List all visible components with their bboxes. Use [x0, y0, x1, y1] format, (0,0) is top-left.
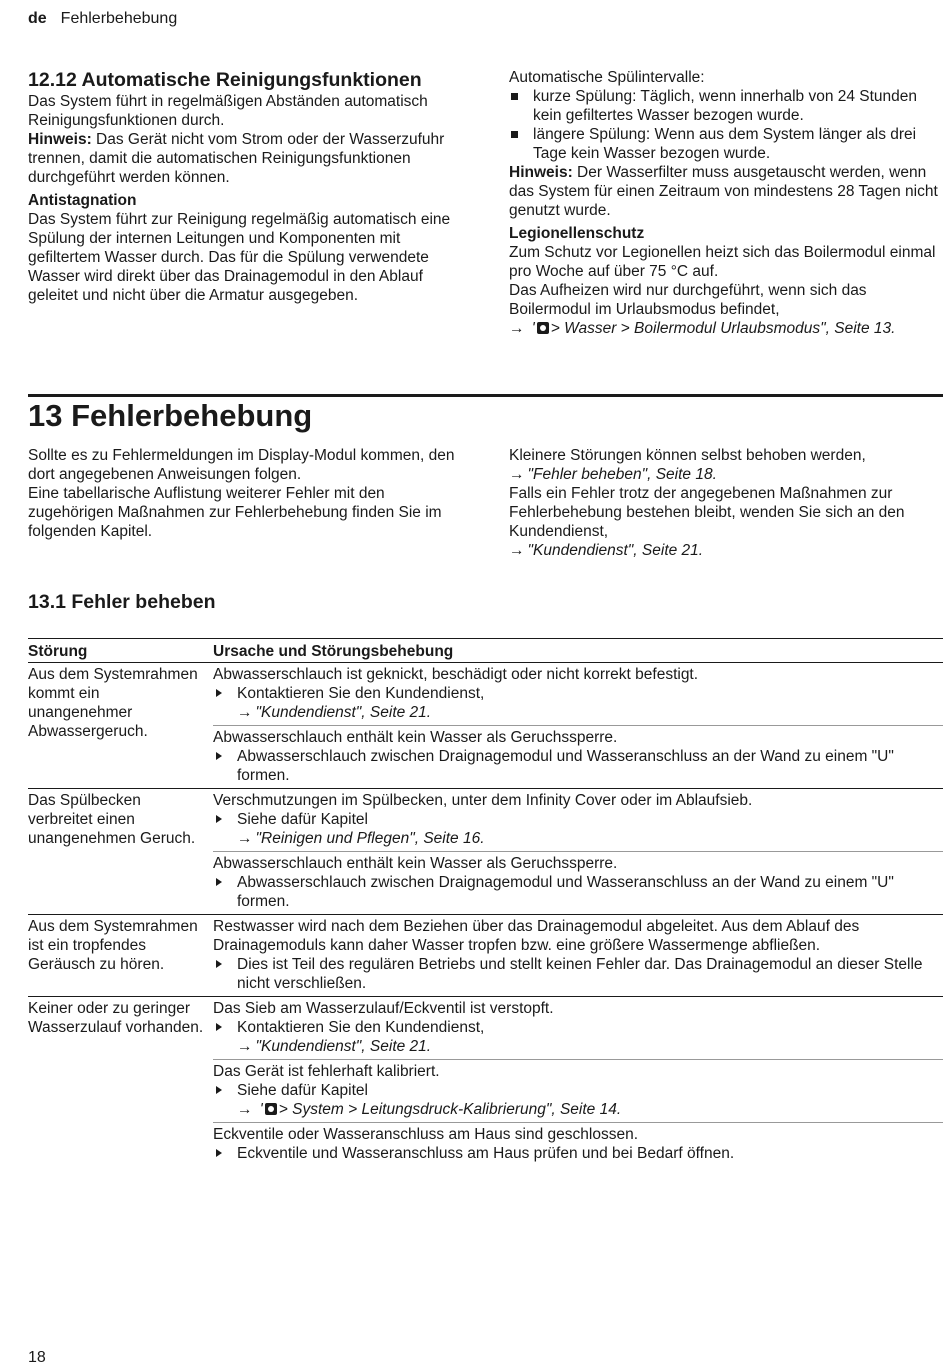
cause-block	[213, 726, 943, 788]
cause-cell	[213, 915, 943, 997]
arrow-right-icon: →	[237, 704, 253, 721]
cross-reference-link[interactable]	[237, 830, 485, 847]
arrow-right-icon: →	[237, 1038, 253, 1055]
fault-cell: Aus dem Systemrahmen kommt ein unangenehmer Abwassergeruch.	[28, 663, 213, 789]
cause-text: Eckventile oder Wasseranschluss am Haus sind geschlossen.	[213, 1126, 639, 1143]
intro-text: Das System führt in regelmäßigen Abständen automatisch Reinigungsfunktionen durch.	[28, 93, 428, 129]
list-item: längere Spülung: Wenn aus dem System länger als drei Tage kein Wasser bezogen wurde.	[509, 125, 945, 163]
action-item: Abwasserschlauch zwischen Draignagemodul und Wasseranschluss an der Wand zu einem "U" formen.	[213, 747, 943, 785]
section-heading-13-1: 13.1 Fehler beheben	[28, 591, 216, 613]
fault-cell: Das Spülbecken verbreitet einen unangenehmen Geruch.	[28, 789, 213, 915]
intervals-label: Automatische Spülintervalle:	[509, 69, 705, 86]
table-row	[28, 663, 943, 789]
action-item	[213, 1081, 943, 1119]
cause-text: Abwasserschlauch enthält kein Wasser als Geruchssperre.	[213, 855, 618, 872]
legionellenschutz-heading: Legionellenschutz	[509, 225, 645, 242]
language-code: de	[28, 10, 47, 27]
cause-text: Das Gerät ist fehlerhaft kalibriert.	[213, 1063, 440, 1080]
chapter-13-left	[28, 446, 460, 541]
table-row	[28, 915, 943, 997]
antistagnation-text: Das System führt zur Reinigung regelmäßig automatisch eine Spülung der internen Leitungen und Komponenten mit gefiltertem Wasser durch. Das für die Spülung verwendete Wasser wird direkt über das Drainagemodul in den Ablauf geleitet und nicht über die Armatur ausgegeben.	[28, 211, 451, 304]
reference-text: "Reinigen und Pflegen", Seite 16.	[255, 830, 485, 847]
settings-icon	[265, 1103, 277, 1115]
section-12-12-left	[28, 68, 460, 305]
cause-text: Verschmutzungen im Spülbecken, unter dem Infinity Cover oder im Ablaufsieb.	[213, 792, 753, 809]
cross-reference-link[interactable]	[509, 465, 945, 484]
cause-cell	[213, 663, 943, 789]
action-text: Siehe dafür Kapitel	[237, 811, 368, 828]
column-header-cause: Ursache und Störungsbehebung	[213, 639, 943, 663]
arrow-right-icon: →	[237, 1101, 253, 1118]
fault-table	[28, 638, 943, 1166]
chapter-text-3: Kleinere Störungen können selbst behoben werden,	[509, 447, 866, 464]
cause-text: Restwasser wird nach dem Beziehen über das Drainagemodul abgeleitet. Aus dem Ablauf des Drainagemoduls kann daher Wasser tropfen bzw. eine größere Wassermenge abfließen.	[213, 918, 860, 954]
arrow-right-icon: →	[509, 542, 525, 559]
page-header	[28, 9, 177, 28]
legionellenschutz-text-1: Zum Schutz vor Legionellen heizt sich das Boilermodul einmal pro Woche auf über 75 °C auf.	[509, 244, 936, 280]
note2-paragraph	[509, 163, 945, 220]
cause-block	[213, 915, 943, 996]
cause-block	[213, 789, 943, 852]
note-label: Hinweis:	[28, 131, 92, 148]
cross-reference-link[interactable]	[509, 541, 945, 560]
cross-reference-link[interactable]	[237, 1038, 431, 1055]
chapter-text-2: Eine tabellarische Auflistung weiterer Fehler mit den zugehörigen Maßnahmen zur Fehlerbehebung finden Sie im folgenden Kapitel.	[28, 485, 442, 540]
reference-text: "Kundendienst", Seite 21.	[255, 1038, 432, 1055]
cause-block	[213, 663, 943, 726]
settings-icon	[537, 322, 549, 334]
fault-cell: Aus dem Systemrahmen ist ein tropfendes Geräusch zu hören.	[28, 915, 213, 997]
cause-text: Abwasserschlauch enthält kein Wasser als Geruchssperre.	[213, 729, 618, 746]
reference-text: "Kundendienst", Seite 21.	[255, 704, 432, 721]
arrow-right-icon: →	[237, 830, 253, 847]
action-item	[213, 810, 943, 848]
action-item	[213, 1018, 943, 1056]
action-item: Dies ist Teil des regulären Betriebs und stellt keinen Fehler dar. Das Drainagemodul an dieser Stelle nicht verschließen.	[213, 955, 943, 993]
antistagnation-heading: Antistagnation	[28, 192, 137, 209]
section-heading-12-12: 12.12 Automatische Reinigungsfunktionen	[28, 69, 422, 91]
chapter-text-1: Sollte es zu Fehlermeldungen im Display-Modul kommen, den dort angegebenen Anweisungen folgen.	[28, 447, 455, 483]
note-label: Hinweis:	[509, 164, 573, 181]
table-row	[28, 997, 943, 1167]
header-title: Fehlerbehebung	[60, 10, 178, 27]
fault-cell: Keiner oder zu geringer Wasserzulauf vorhanden.	[28, 1000, 204, 1036]
cross-reference-link[interactable]: → ' > System > Leitungsdruck-Kalibrierung", Seite 14.	[237, 1101, 622, 1118]
column-header-fault: Störung	[28, 639, 213, 663]
action-item: Abwasserschlauch zwischen Draignagemodul und Wasseranschluss an der Wand zu einem "U" formen.	[213, 873, 943, 911]
cause-text: Abwasserschlauch ist geknickt, beschädigt oder nicht korrekt befestigt.	[213, 666, 699, 683]
arrow-right-icon: →	[509, 466, 525, 483]
table-row	[28, 789, 943, 915]
cause-text: Das Sieb am Wasserzulauf/Eckventil ist verstopft.	[213, 1000, 554, 1017]
note-text: Der Wasserfilter muss ausgetauscht werden, wenn das System für einen Zeitraum von mindestens 28 Tagen nicht genutzt wurde.	[509, 164, 938, 219]
cause-block	[213, 1060, 943, 1123]
page-number: 18	[28, 1349, 46, 1366]
cross-reference-link[interactable]	[237, 704, 431, 721]
chapter-13-right	[509, 446, 945, 560]
action-text: Kontaktieren Sie den Kundendienst,	[237, 1019, 485, 1036]
legionellenschutz-text-2: Das Aufheizen wird nur durchgeführt, wenn sich das Boilermodul im Urlaubsmodus befindet,	[509, 282, 867, 318]
reference-text: > Wasser > Boilermodul Urlaubsmodus", Seite 13.	[550, 320, 896, 337]
cause-cell	[213, 997, 943, 1167]
action-text: Kontaktieren Sie den Kundendienst,	[237, 685, 485, 702]
cause-block	[213, 997, 943, 1060]
action-item	[213, 684, 943, 722]
reference-text: > System > Leitungsdruck-Kalibrierung", Seite 14.	[278, 1101, 622, 1118]
reference-text: "Fehler beheben", Seite 18.	[527, 466, 717, 483]
chapter-heading: 13 Fehlerbehebung	[28, 398, 313, 433]
cause-block	[213, 852, 943, 914]
chapter-text-4: Falls ein Fehler trotz der angegebenen Maßnahmen zur Fehlerbehebung bestehen bleibt, wenden Sie sich an den Kundendienst,	[509, 485, 905, 540]
section-12-12-right	[509, 68, 945, 338]
list-item: kurze Spülung: Täglich, wenn innerhalb von 24 Stunden kein gefiltertes Wasser bezogen wurde.	[509, 87, 945, 125]
note-text: Das Gerät nicht vom Strom oder der Wasserzufuhr trennen, damit die automatischen Reinigungsfunktionen durchgeführt werden können.	[28, 131, 445, 186]
note-paragraph	[28, 130, 460, 187]
intervals-list	[509, 87, 945, 163]
reference-text: "Kundendienst", Seite 21.	[527, 542, 704, 559]
cause-cell	[213, 789, 943, 915]
cause-block	[213, 1123, 943, 1166]
table-header-row	[28, 639, 943, 663]
action-item: Eckventile und Wasseranschluss am Haus prüfen und bei Bedarf öffnen.	[213, 1144, 943, 1163]
arrow-right-icon: →	[509, 320, 525, 337]
action-text: Siehe dafür Kapitel	[237, 1082, 368, 1099]
cross-reference-link[interactable]: → ' > Wasser > Boilermodul Urlaubsmodus", Seite 13.	[509, 320, 896, 337]
